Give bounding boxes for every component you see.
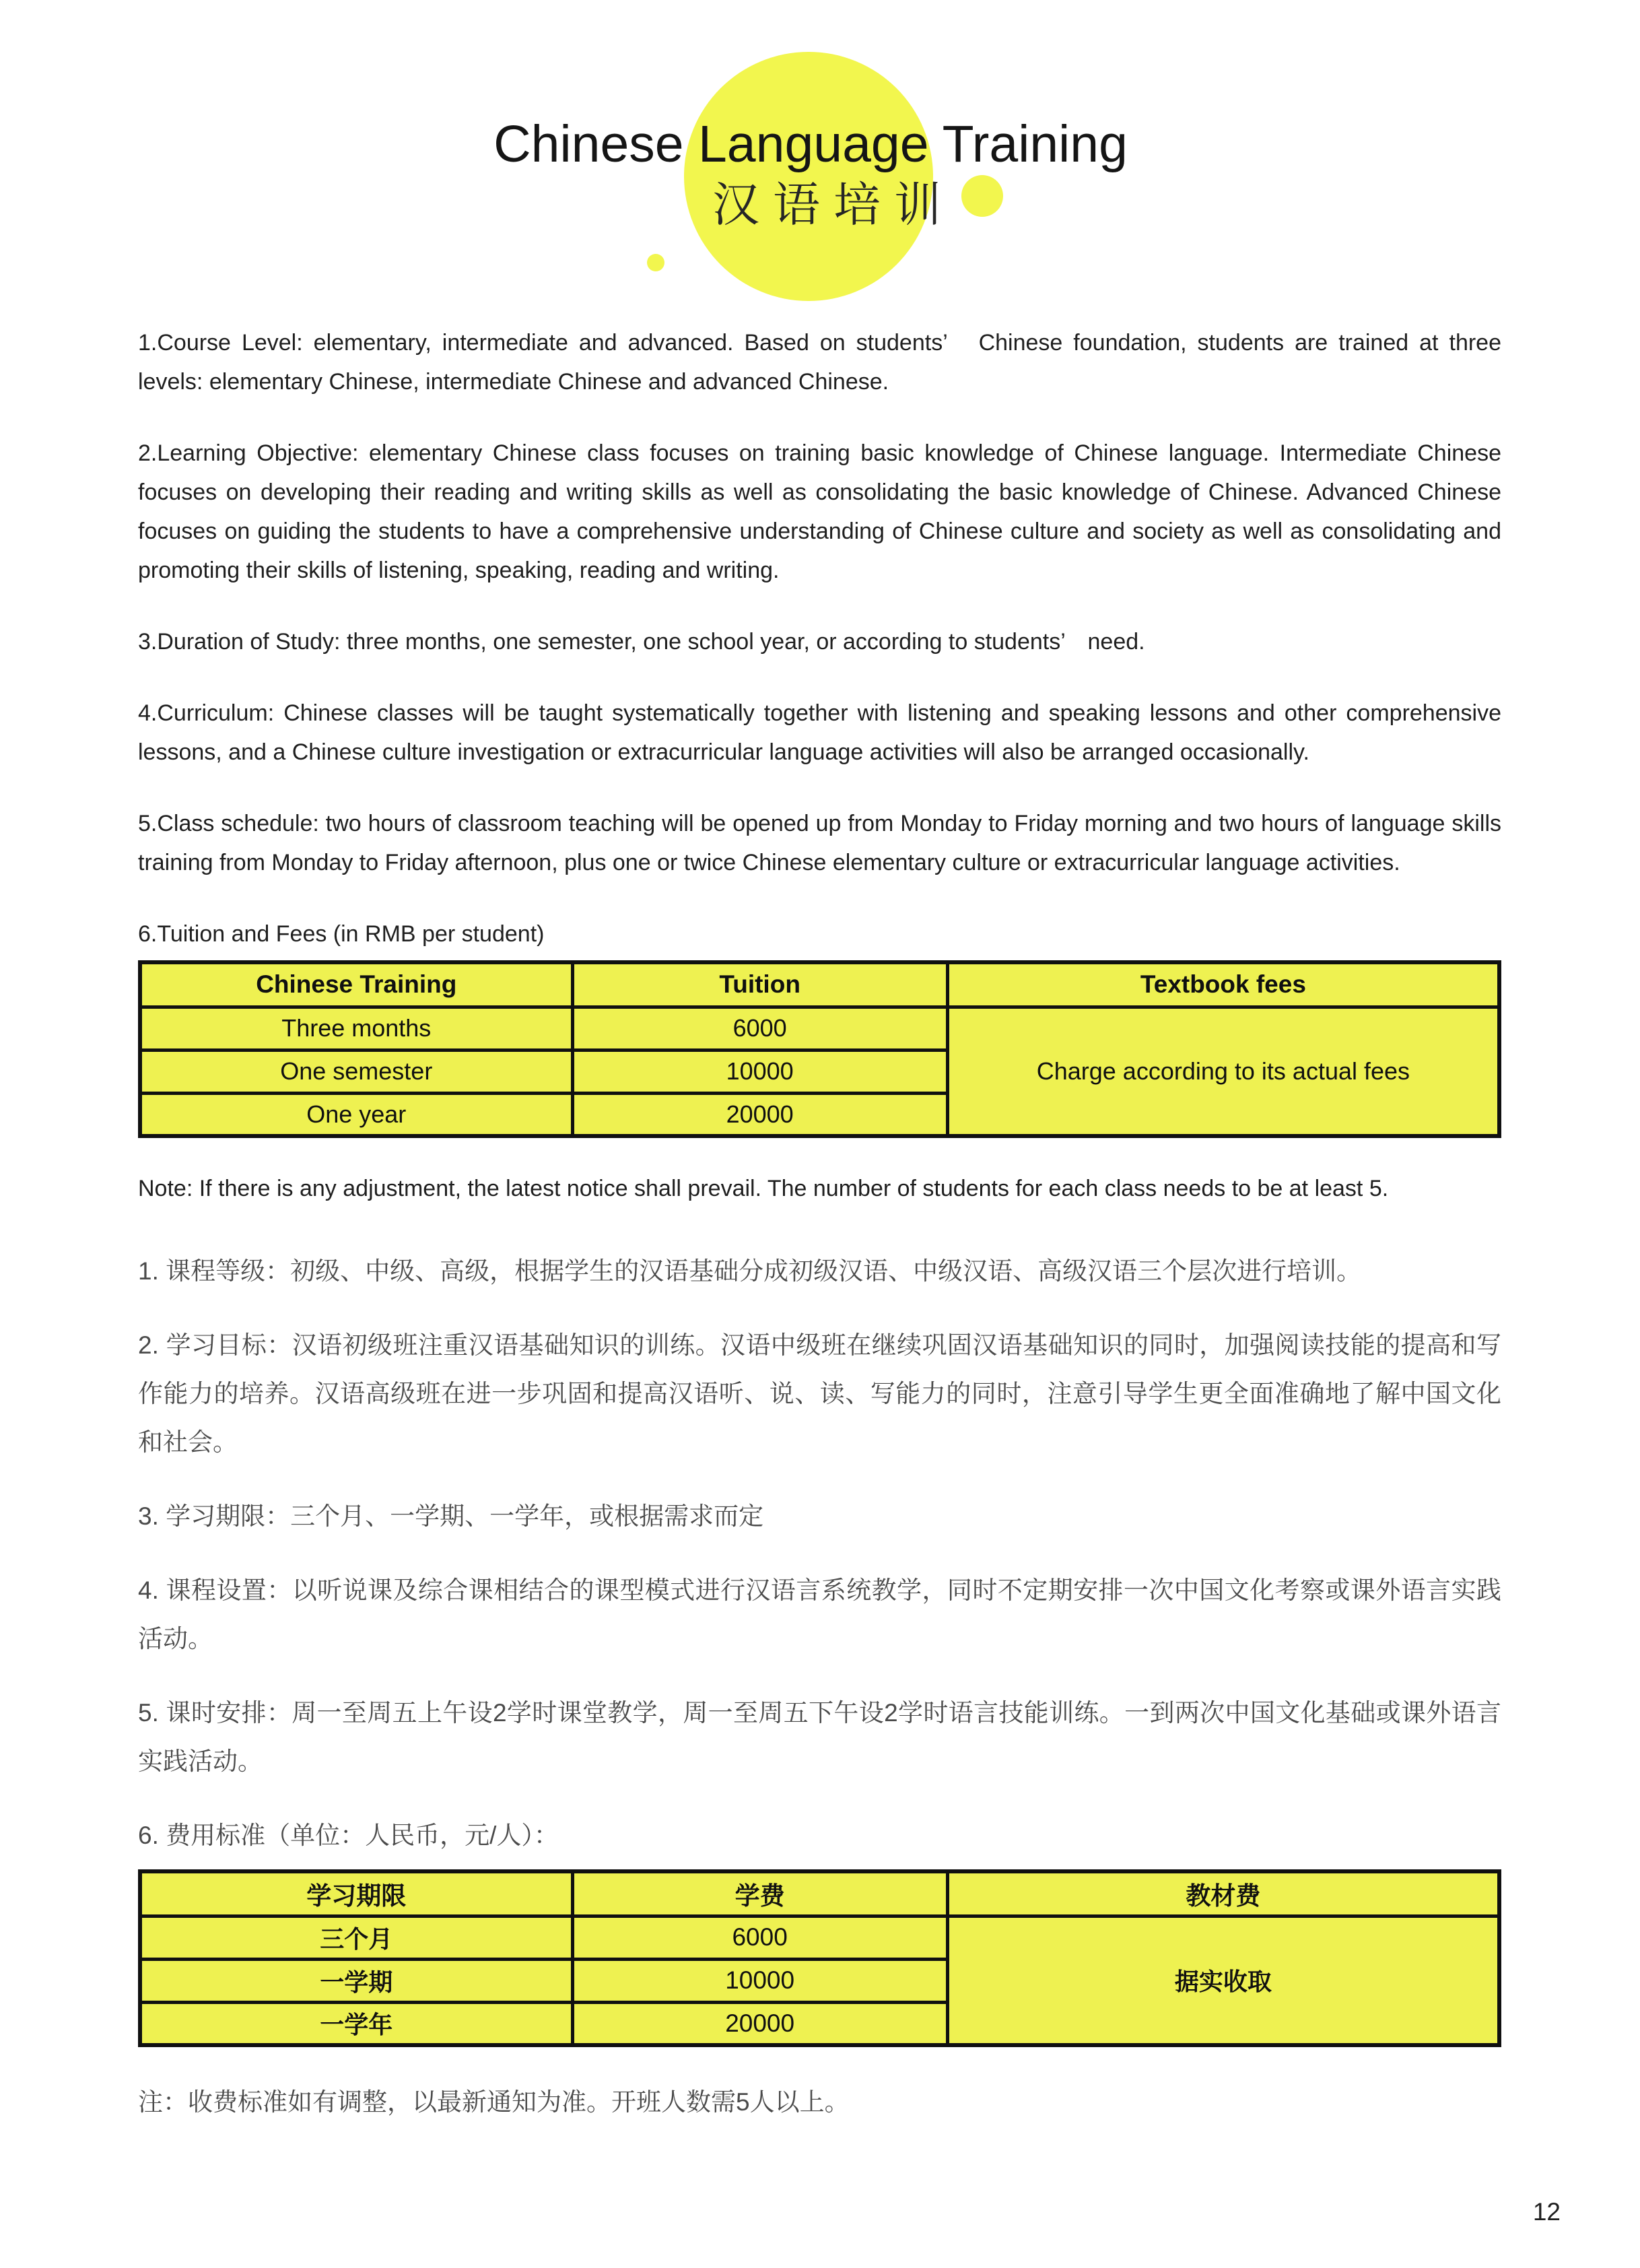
note-english: Note: If there is any adjustment, the latest notice shall prevail. The number of students for each class needs to be at least 5. <box>138 1176 1389 1201</box>
column-header-tuition: Tuition <box>572 962 947 1007</box>
column-header-textbook-fees-zh: 教材费 <box>947 1871 1499 1916</box>
paragraph-curriculum-zh: 4. 课程设置：以听说课及综合课相结合的课型模式进行汉语言系统教学，同时不定期安排一次中国文化考察或课外语言实践活动。 <box>138 1576 1501 1653</box>
page-title-english: Chinese Language Training <box>493 115 1128 173</box>
cell-tuition: 6000 <box>572 1007 947 1050</box>
column-header-tuition-zh: 学费 <box>572 1871 947 1916</box>
paragraph-course-level-zh: 1. 课程等级：初级、中级、高级，根据学生的汉语基础分成初级汉语、中级汉语、高级汉语三个层次进行培训。 <box>138 1257 1362 1285</box>
cell-duration: One semester <box>140 1050 572 1093</box>
page-number: 12 <box>1532 2198 1561 2226</box>
tuition-fees-heading-english: 6.Tuition and Fees (in RMB per student) <box>138 921 545 947</box>
paragraph-duration-of-study-zh: 3. 学习期限：三个月、一学期、一学年，或根据需求而定 <box>138 1502 764 1530</box>
paragraph-course-level: 1.Course Level: elementary, intermediate and advanced. Based on students’ Chinese foundation, students are trained at three levels: elementary Chinese, intermediate Chinese and advanced Chinese. <box>138 330 1501 395</box>
table-header-row <box>140 1871 1499 1916</box>
cell-duration-zh: 一学年 <box>140 2002 572 2045</box>
cell-duration-zh: 三个月 <box>140 1916 572 1959</box>
column-header-study-period: 学习期限 <box>140 1871 572 1916</box>
cell-textbook-fees-merged-zh: 据实收取 <box>947 1916 1499 2045</box>
cell-duration: Three months <box>140 1007 572 1050</box>
paragraph-learning-objective: 2.Learning Objective: elementary Chinese class focuses on training basic knowledge of Chinese language. Intermediate Chinese focuses on developing their reading and writing skills as well as consolidating the basic knowledge of Chinese. Advanced Chinese focuses on guiding the students to have a comprehensive understanding of Chinese culture and society as well as consolidating and promoting their skills of listening, speaking, reading and writing. <box>138 440 1501 583</box>
paragraph-learning-objective-zh: 2. 学习目标：汉语初级班注重汉语基础知识的训练。汉语中级班在继续巩固汉语基础知识的同时，加强阅读技能的提高和写作能力的培养。汉语高级班在进一步巩固和提高汉语听、说、读、写能力的同时，注意引导学生更全面准确地了解中国文化和社会。 <box>138 1331 1501 1456</box>
cell-tuition: 20000 <box>572 1093 947 1136</box>
tuition-table-chinese <box>138 1869 1501 2047</box>
column-header-chinese-training: Chinese Training <box>140 962 572 1007</box>
cell-duration-zh: 一学期 <box>140 1959 572 2002</box>
cell-tuition-zh: 6000 <box>572 1916 947 1959</box>
page-content <box>0 323 1640 2127</box>
table-header-row <box>140 962 1499 1007</box>
paragraph-curriculum: 4.Curriculum: Chinese classes will be taught systematically together with listening and speaking lessons and other comprehensive lessons, and a Chinese culture investigation or extracurricular language activities will also be arranged occasionally. <box>138 700 1501 765</box>
page-header <box>0 0 1640 323</box>
cell-tuition: 10000 <box>572 1050 947 1093</box>
cell-tuition-zh: 20000 <box>572 2002 947 2045</box>
table-row <box>140 1916 1499 1959</box>
paragraph-duration-of-study: 3.Duration of Study: three months, one semester, one school year, or according to students’ need. <box>138 629 1145 655</box>
fees-heading-chinese: 6. 费用标准（单位：人民币，元/人）： <box>138 1822 559 1849</box>
paragraph-class-schedule-zh: 5. 课时安排：周一至周五上午设2学时课堂教学，周一至周五下午设2学时语言技能训练。一到两次中国文化基础或课外语言实践活动。 <box>138 1699 1501 1775</box>
column-header-textbook-fees: Textbook fees <box>947 962 1499 1007</box>
tuition-table-english <box>138 960 1501 1138</box>
cell-textbook-fees-merged: Charge according to its actual fees <box>947 1007 1499 1136</box>
page-title-chinese: 汉语培训 <box>712 178 955 231</box>
paragraph-class-schedule: 5.Class schedule: two hours of classroom teaching will be opened up from Monday to Friday morning and two hours of language skills training from Monday to Friday afternoon, plus one or twice Chinese elementary culture or extracurricular language activities. <box>138 811 1501 875</box>
table-row <box>140 1007 1499 1050</box>
accent-circle-dot <box>647 254 664 271</box>
note-chinese: 注：收费标准如有调整，以最新通知为准。开班人数需5人以上。 <box>138 2088 850 2116</box>
cell-tuition-zh: 10000 <box>572 1959 947 2002</box>
cell-duration: One year <box>140 1093 572 1136</box>
